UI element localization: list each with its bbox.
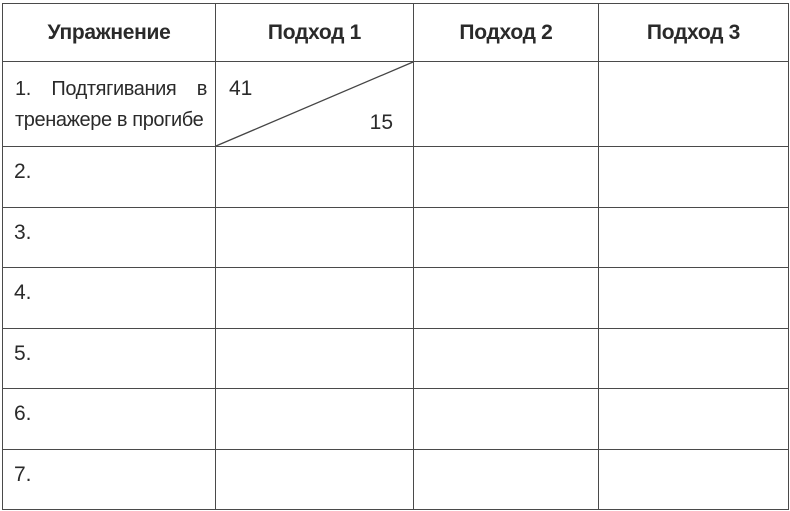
row-number-cell: 3.: [3, 207, 216, 268]
header-row: [3, 4, 789, 62]
empty-set-cell: [216, 328, 414, 389]
empty-set-cell: [216, 147, 414, 208]
set2-cell: [414, 62, 599, 147]
workout-log-table: [2, 3, 789, 510]
empty-set-cell: [414, 268, 599, 329]
empty-set-cell: [599, 449, 789, 510]
table-row-3: [3, 207, 789, 268]
empty-set-cell: [599, 268, 789, 329]
set1-upper-value: 41: [229, 77, 253, 100]
exercise-name-word-2: в: [196, 78, 207, 100]
exercise-name-line-2: тренажере в прогибе: [15, 109, 204, 131]
row-number-cell: 7.: [3, 449, 216, 510]
row-number-cell: 5.: [3, 328, 216, 389]
empty-set-cell: [216, 449, 414, 510]
row-number-cell: 6.: [3, 389, 216, 450]
empty-set-cell: [414, 207, 599, 268]
row-number-cell: 2.: [3, 147, 216, 208]
empty-set-cell: [599, 328, 789, 389]
exercise-name-line-1: [15, 74, 207, 105]
table-row-6: [3, 389, 789, 450]
set1-split-cell: [216, 62, 414, 147]
empty-set-cell: [414, 147, 599, 208]
empty-set-cell: [599, 389, 789, 450]
exercise-name-word-1: Подтягивания: [51, 78, 177, 100]
empty-set-cell: [216, 268, 414, 329]
empty-set-cell: [599, 207, 789, 268]
empty-set-cell: [414, 449, 599, 510]
empty-set-cell: [599, 147, 789, 208]
table-row-4: [3, 268, 789, 329]
column-header-set-1: Подход 1: [216, 4, 414, 62]
exercise-name-cell: [3, 62, 216, 147]
empty-set-cell: [414, 389, 599, 450]
empty-set-cell: [216, 389, 414, 450]
table-row-7: [3, 449, 789, 510]
table-row-2: [3, 147, 789, 208]
empty-set-cell: [414, 328, 599, 389]
set3-cell: [599, 62, 789, 147]
set1-lower-value: 15: [369, 111, 393, 134]
table-row-5: [3, 328, 789, 389]
empty-set-cell: [216, 207, 414, 268]
column-header-set-3: Подход 3: [599, 4, 789, 62]
exercise-row-1: [3, 62, 789, 147]
exercise-number: 1.: [15, 78, 31, 100]
column-header-exercise: Упражнение: [3, 4, 216, 62]
column-header-set-2: Подход 2: [414, 4, 599, 62]
row-number-cell: 4.: [3, 268, 216, 329]
